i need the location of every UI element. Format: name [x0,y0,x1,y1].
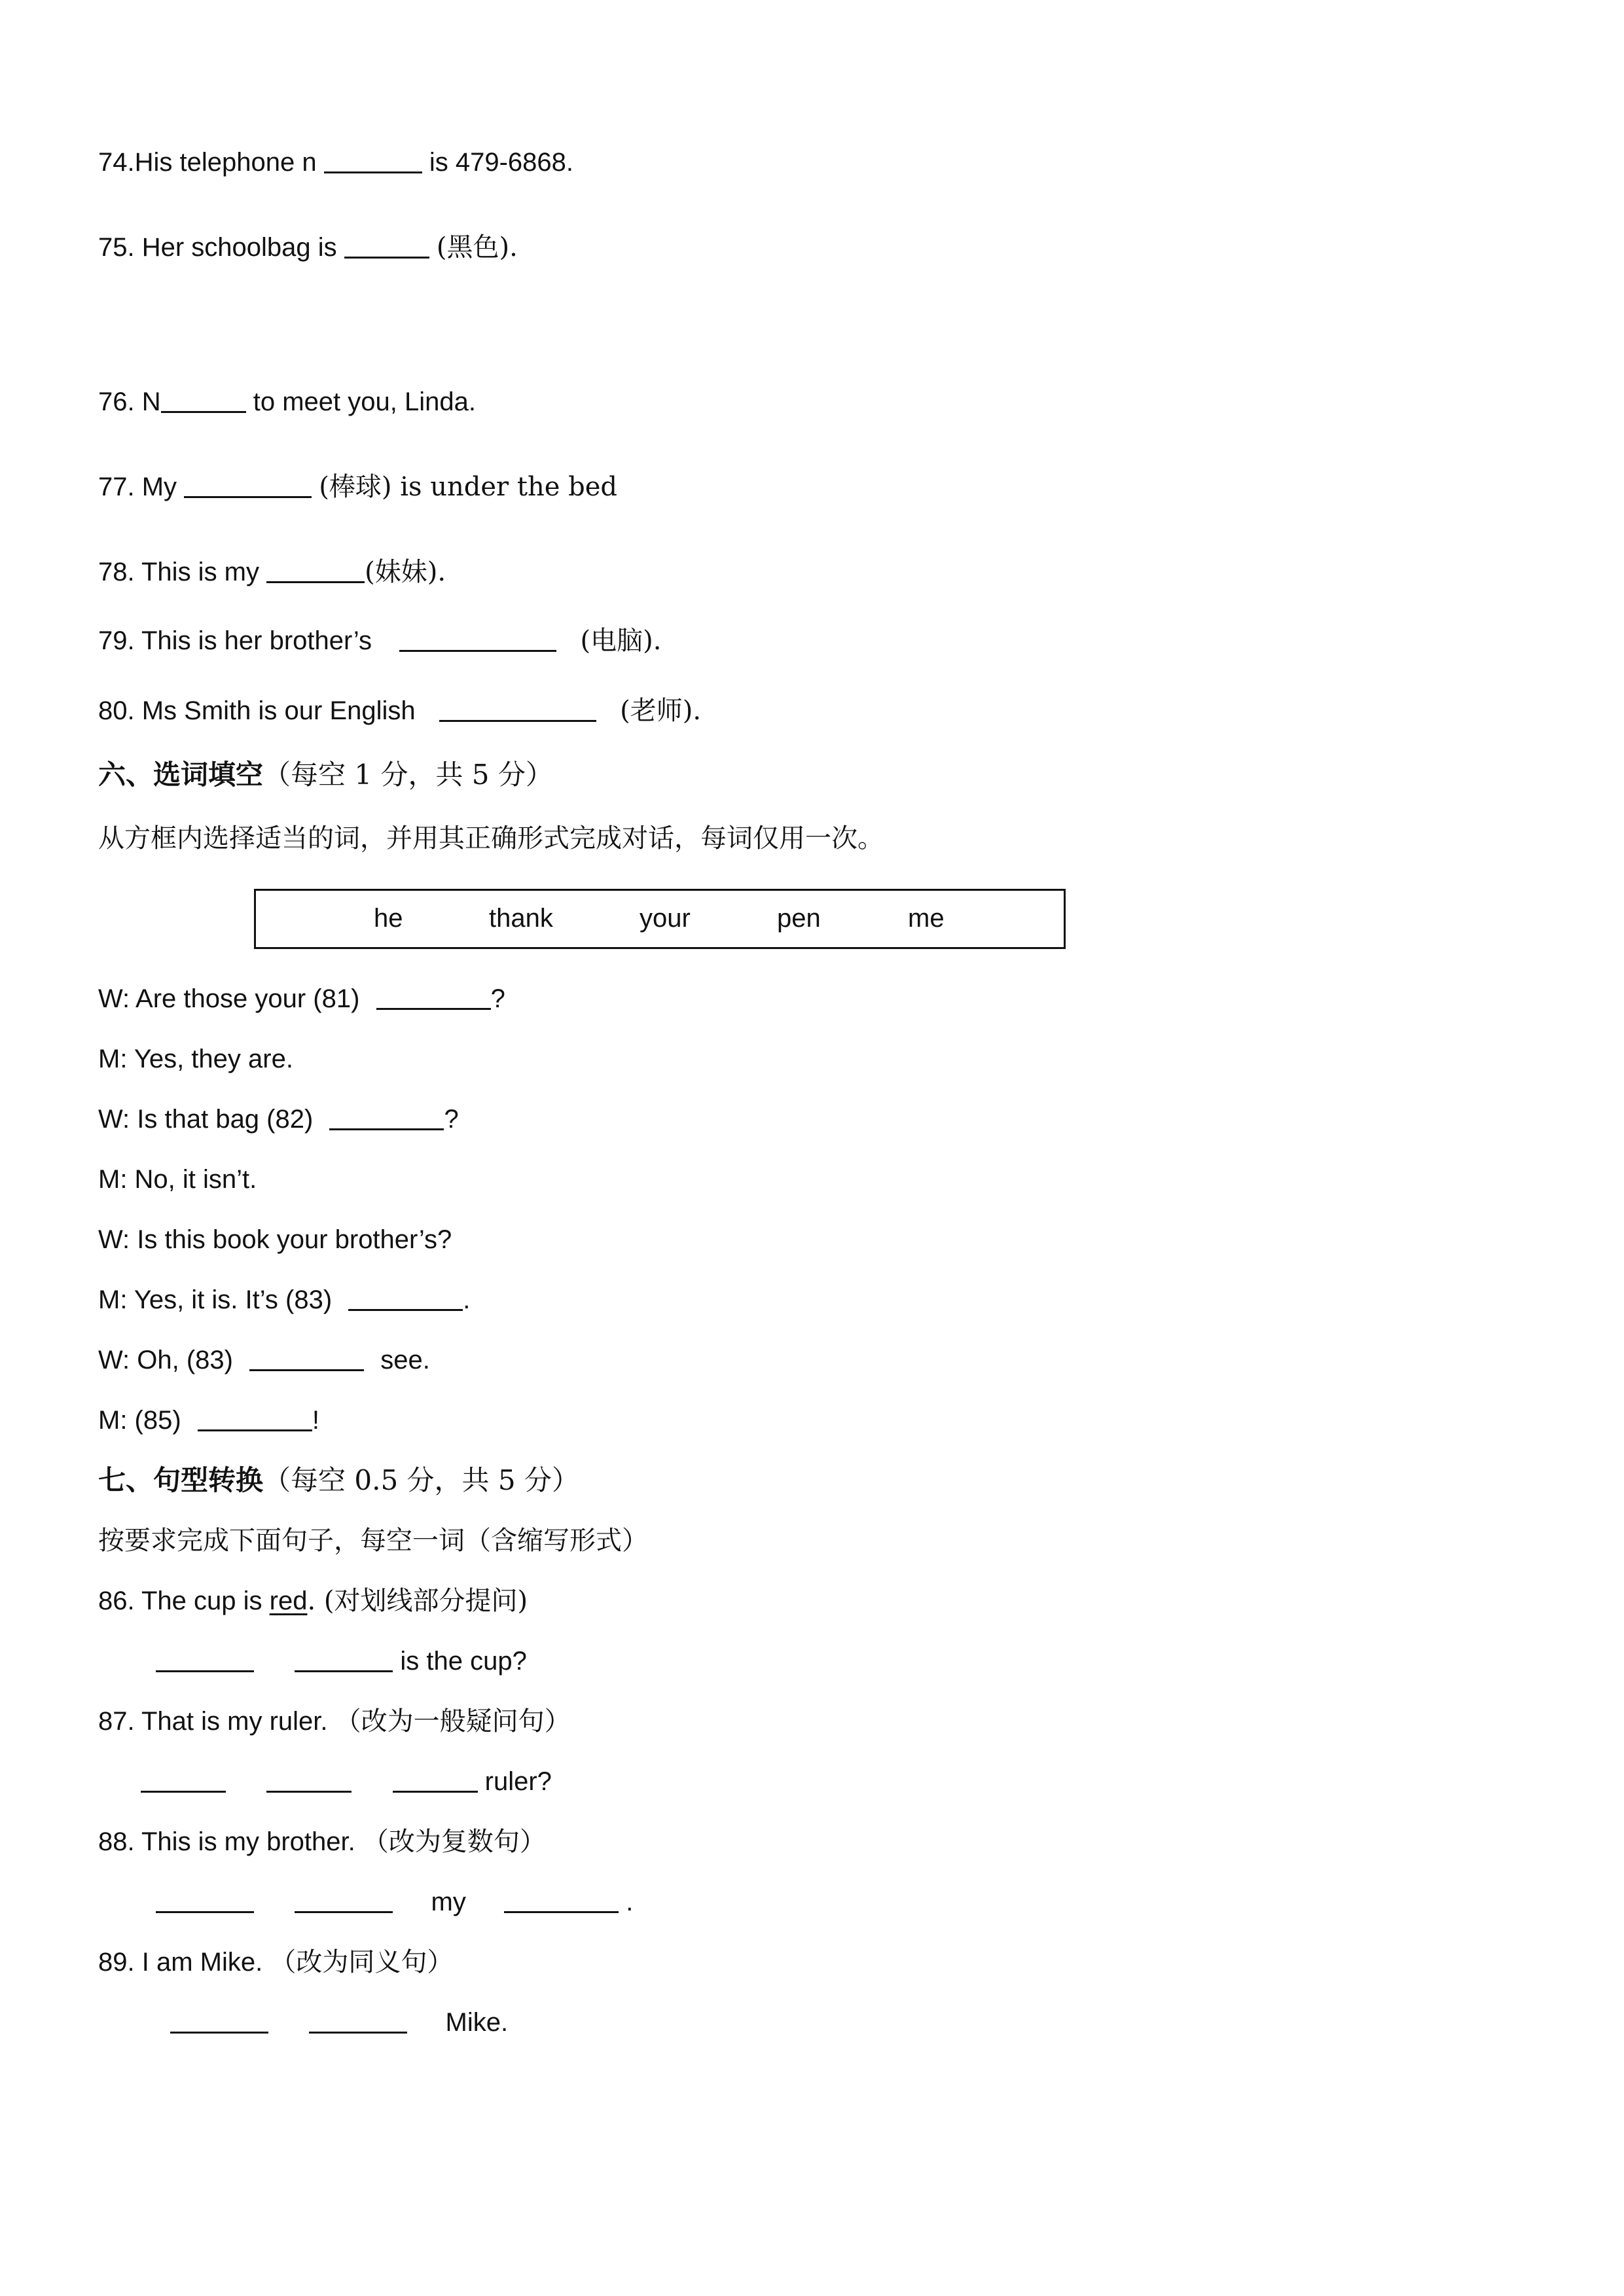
dialogue-line-82 [98,1102,459,1136]
q86-underlined-word: red [269,1587,308,1615]
q82-blank[interactable] [329,1102,444,1130]
q76-blank[interactable] [161,385,246,413]
q89-blank-1[interactable] [170,2005,268,2034]
question-88 [98,1825,546,1859]
q77-hint: (棒球) is under the bed [319,472,617,502]
q79-blank[interactable] [399,624,556,652]
question-89 [98,1945,453,1979]
q78-blank[interactable] [266,555,365,583]
dialogue-line-81 [98,982,505,1016]
q87-blank-1[interactable] [141,1765,226,1793]
dialogue-text-after: ! [312,1406,319,1435]
q89-instruction: （改为同义句） [270,1947,454,1977]
q86-blank-1[interactable] [156,1644,254,1672]
q80-blank[interactable] [439,694,596,722]
dialogue-line [98,1042,293,1076]
question-77 [98,470,617,504]
section-7-instruction-text: 按要求完成下面句子，每空一词（含缩写形式） [98,1526,648,1556]
q76-text: 76. N [98,387,161,416]
word-bank-box [254,889,1066,949]
dialogue-line-84 [98,1343,430,1377]
q79-text: 79. This is her brother’s [98,626,372,655]
q87-blank-3[interactable] [393,1765,478,1793]
question-76 [98,385,476,419]
dialogue-text-after: ? [490,984,505,1013]
dialogue-text: M: Yes, it is. It’s (83) [98,1285,333,1314]
word-bank-item: your [640,904,691,933]
section-6-heading [98,758,553,792]
question-86 [98,1584,528,1618]
dialogue-text-after: see. [380,1346,430,1374]
q80-hint: (老师). [620,696,702,726]
q89-answer-line [170,2005,508,2039]
question-74 [98,145,573,179]
word-bank-item: pen [777,904,821,933]
q88-instruction: （改为复数句） [362,1827,546,1857]
dialogue-text-after: ? [444,1105,459,1134]
dialogue-line [98,1223,452,1257]
question-78 [98,555,446,589]
section-6-instruction-text: 从方框内选择适当的词，并用其正确形式完成对话，每词仅用一次。 [98,823,884,853]
question-75 [98,230,518,264]
q74-text-after: is 479-6868. [429,148,573,177]
q87-answer-tail: ruler? [484,1767,552,1796]
q86-instruction: . (对划线部分提问) [307,1586,528,1616]
word-bank-item: me [908,904,945,933]
q74-text: 74.His telephone n [98,148,317,177]
section-7-instruction [98,1524,648,1558]
q75-blank[interactable] [344,230,429,259]
dialogue-text: M: Yes, they are. [98,1045,293,1073]
dialogue-text: W: Oh, (83) [98,1346,233,1374]
q76-text-after: to meet you, Linda. [253,387,476,416]
q88-text: 88. This is my brother. [98,1827,355,1856]
section-6-instruction [98,821,884,855]
section-7-title: 七、句型转换 [98,1464,264,1496]
q86-text: 86. The cup is [98,1587,262,1615]
q88-answer-tail: . [626,1888,634,1916]
dialogue-text-after: . [463,1285,471,1314]
q86-blank-2[interactable] [295,1644,393,1672]
q86-answer-tail: is the cup? [400,1647,527,1676]
word-bank-item: thank [489,904,553,933]
q87-instruction: （改为一般疑问句） [334,1706,571,1736]
q75-hint: (黑色). [436,232,518,262]
question-80 [98,694,701,728]
q88-blank-1[interactable] [156,1885,254,1913]
q85-blank[interactable] [198,1403,312,1431]
dialogue-text: M: No, it isn’t. [98,1165,257,1194]
question-87 [98,1704,571,1738]
q79-hint: (电脑). [580,626,662,656]
q87-answer-line [141,1765,552,1799]
section-7-score: （每空 0.5 分，共 5 分） [263,1464,579,1496]
q84-blank[interactable] [249,1343,364,1371]
q74-blank[interactable] [324,145,422,173]
q87-blank-2[interactable] [266,1765,352,1793]
dialogue-line-83 [98,1283,470,1317]
dialogue-text: W: Are those your (81) [98,984,360,1013]
q75-text: 75. Her schoolbag is [98,233,337,262]
dialogue-text: W: Is that bag (82) [98,1105,314,1134]
q88-blank-3[interactable] [504,1885,619,1913]
q78-hint: (妹妹). [365,557,446,587]
q88-blank-2[interactable] [295,1885,393,1913]
question-79 [98,624,661,658]
dialogue-text: M: (85) [98,1406,181,1435]
q86-answer-line [156,1644,527,1678]
q77-blank[interactable] [184,470,312,498]
q88-answer-mid: my [431,1888,466,1916]
q77-text: 77. My [98,473,177,501]
section-7-heading [98,1463,579,1498]
section-6-title: 六、选词填空 [98,759,264,791]
dialogue-line-85 [98,1403,319,1437]
q89-blank-2[interactable] [309,2005,407,2034]
q78-text: 78. This is my [98,558,259,586]
q80-text: 80. Ms Smith is our English [98,696,416,725]
q87-text: 87. That is my ruler. [98,1707,328,1736]
dialogue-text: W: Is this book your brother’s? [98,1225,452,1254]
q83-blank[interactable] [348,1283,463,1311]
word-bank-item: he [374,904,403,933]
q89-text: 89. I am Mike. [98,1948,263,1977]
section-6-score: （每空 1 分，共 5 分） [263,759,553,791]
q81-blank[interactable] [376,982,491,1010]
q88-answer-line [156,1885,633,1919]
q89-answer-tail: Mike. [445,2008,509,2037]
dialogue-line [98,1162,257,1196]
